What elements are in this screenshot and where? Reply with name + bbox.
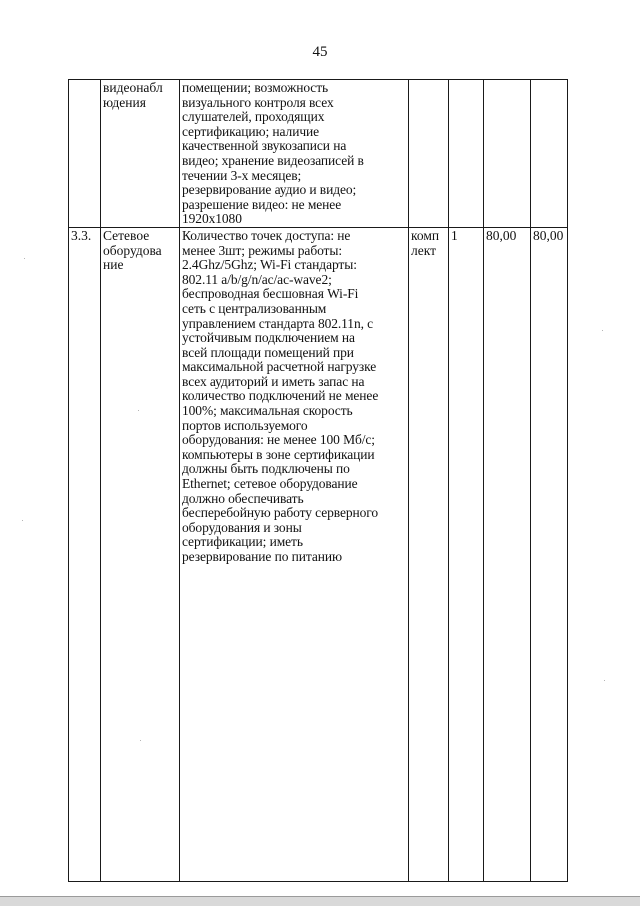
table-row	[69, 227, 568, 881]
scan-speck	[138, 410, 139, 411]
row-number-cell	[69, 80, 101, 228]
scan-speck	[22, 520, 23, 521]
unit-cell: комп лект	[409, 227, 449, 881]
scan-speck	[602, 330, 603, 331]
quantity-cell: 1	[449, 227, 484, 881]
total-cell: 80,00	[531, 227, 568, 881]
scan-speck	[604, 680, 605, 681]
scan-speck	[24, 258, 25, 259]
row-number-cell: 3.3.	[69, 227, 101, 881]
item-description-cell: помещении; возможность визуального контроля всех слушателей, проходящих сертификацию; наличие качественной звукозаписи на видео; хранение видеозаписей в течении 3-х месяцев; резервирование аудио и видео; разрешение видео: не менее 1920x1080	[180, 80, 409, 228]
item-description-cell: Количество точек доступа: не менее 3шт; режимы работы: 2.4Ghz/5Ghz; Wi-Fi стандарты: 802.11 a/b/g/n/ac/ac-wave2; беспроводная бесшовная Wi-Fi сеть с централизованным управлением стандарта 802.11n, с устойчивым подключением на всей площади помещений при максимальной расчетной нагрузке всех аудиторий и иметь запас на количество подключений не менее 100%; максимальная скорость портов используемого оборудования: не менее 100 Мб/с; компьютеры в зоне сертификации должны быть подключены по Ethernet; сетевое оборудование должно обеспечивать бесперебойную работу серверного оборудования и зоны сертификации; иметь резервирование по питанию	[180, 227, 409, 881]
quantity-cell	[449, 80, 484, 228]
unit-cell	[409, 80, 449, 228]
price-cell	[484, 80, 531, 228]
page-number: 45	[312, 44, 328, 60]
total-cell	[531, 80, 568, 228]
specification-table	[68, 79, 568, 882]
table-row	[69, 80, 568, 228]
price-cell: 80,00	[484, 227, 531, 881]
scan-speck	[140, 740, 141, 741]
item-name-cell: видеонабл юдения	[101, 80, 180, 228]
item-name-cell: Сетевое оборудова ние	[101, 227, 180, 881]
